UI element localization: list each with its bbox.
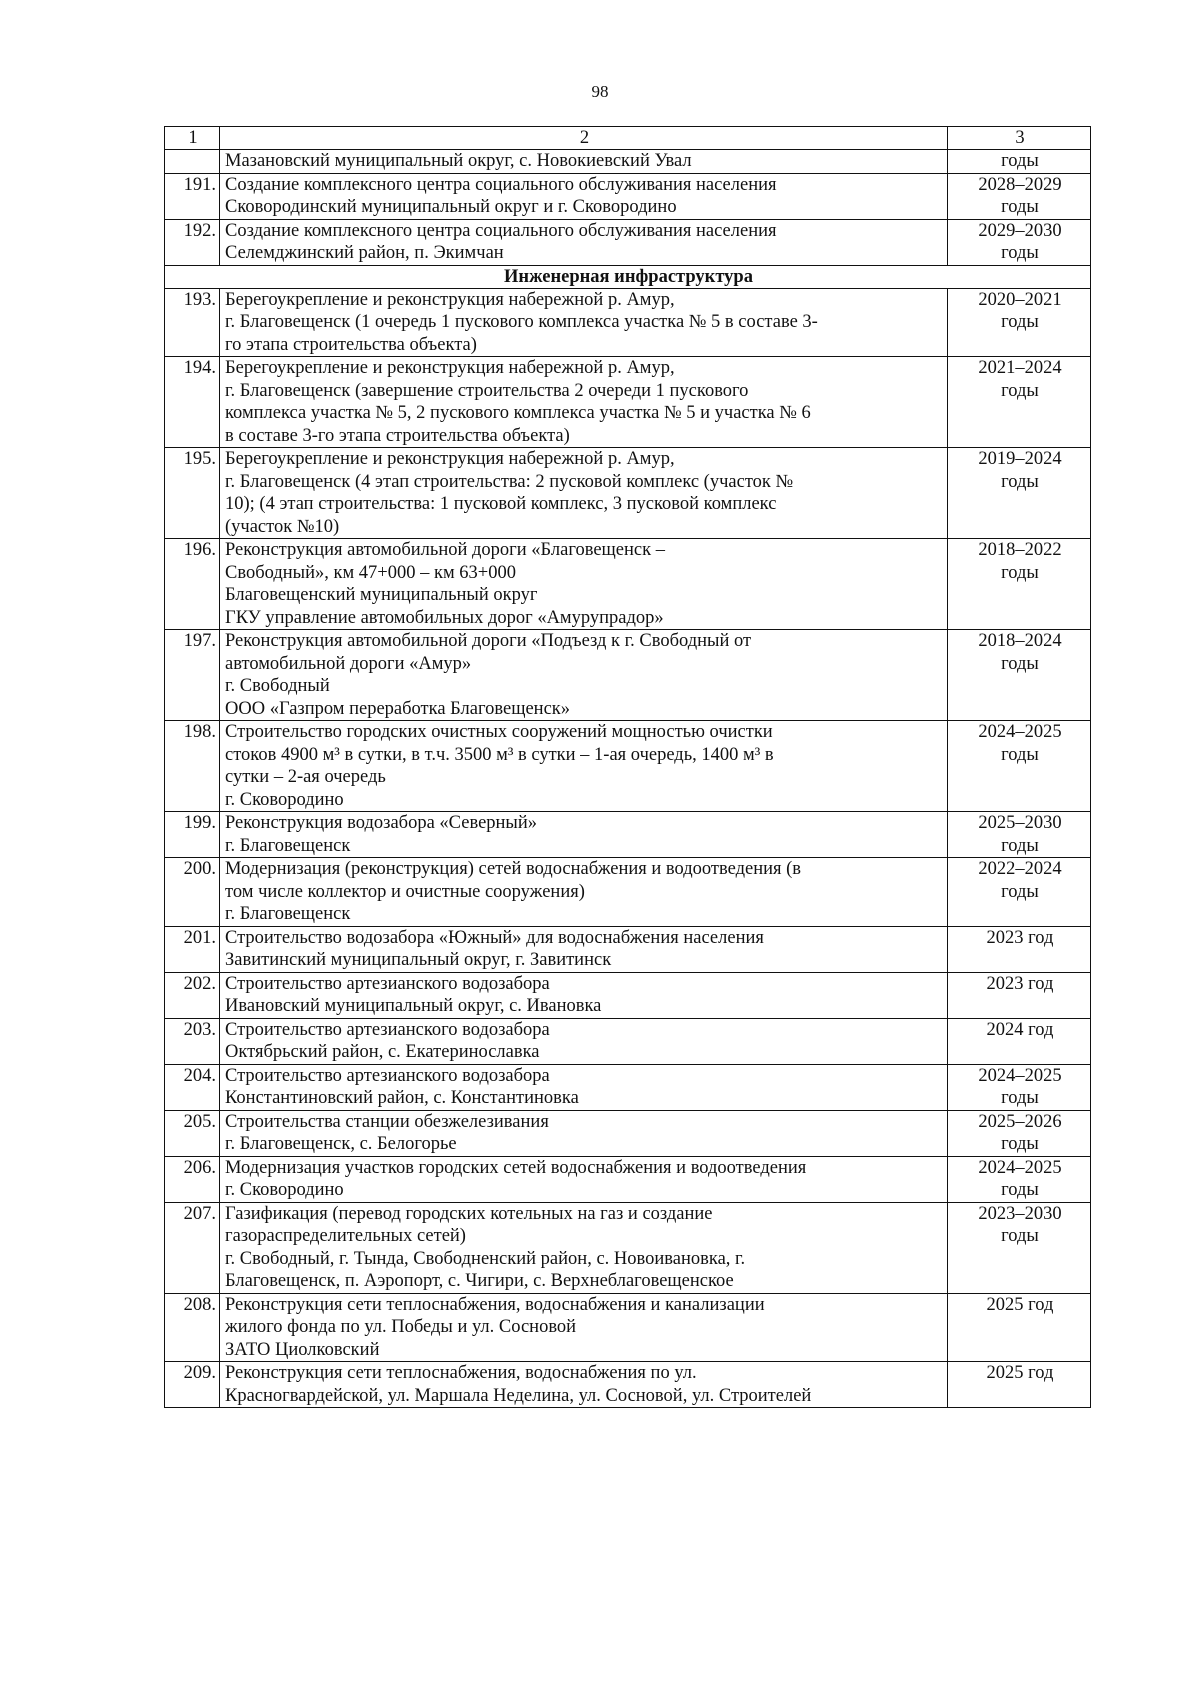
row-number: 203. [165,1018,220,1064]
period-line: годы [1001,1134,1039,1154]
row-period [948,972,1091,1018]
period-line: 2023 год [986,973,1054,994]
row-number: 191. [165,173,220,219]
row-period [948,812,1091,858]
description-line: Модернизация участков городских сетей водоснабжения и водоотведения [225,1157,807,1178]
row-number: 198. [165,721,220,812]
period-line: 2018–2022 [978,540,1062,560]
section-heading-row [165,265,1091,288]
period-line: 2023–2030 [978,1203,1062,1224]
table-header-row [165,127,1091,150]
description-line: Строительство артезианского водозабора [225,1065,550,1086]
period-line: годы [1001,312,1039,332]
description-line: Реконструкция автомобильной дороги «Благовещенск – [225,540,665,560]
row-description [220,288,948,357]
table-row [165,173,1091,219]
row-description [220,448,948,539]
row-description [220,1018,948,1064]
description-line: в составе 3-го этапа строительства объекта) [225,425,570,446]
table-row [165,539,1091,630]
description-line: Берегоукрепление и реконструкция набережной р. Амур, [225,289,675,310]
description-line: г. Благовещенск [225,904,351,924]
description-line: г. Благовещенск (1 очередь 1 пускового комплекса участка № 5 в составе 3- [225,312,818,332]
table-row [165,858,1091,927]
description-line: том числе коллектор и очистные сооружения) [225,881,585,902]
period-line: годы [1001,380,1039,401]
description-line: Создание комплексного центра социального обслуживания населения [225,220,777,241]
row-period [948,173,1091,219]
description-line: (участок №10) [225,516,340,537]
row-number: 209. [165,1362,220,1408]
row-description [220,219,948,265]
description-line: Октябрьский район, с. Екатеринославка [225,1042,540,1062]
description-line: г. Сковородино [225,789,344,810]
period-line: годы [1001,653,1039,674]
table-row [165,926,1091,972]
row-description [220,926,948,972]
period-line: 2025 год [986,1294,1054,1315]
description-line: Благовещенск, п. Аэропорт, с. Чигири, с. Верхнеблаговещенское [225,1271,734,1291]
row-period [948,1362,1091,1408]
description-line: ГКУ управление автомобильных дорог «Амурупрадор» [225,607,664,628]
table-row [165,721,1091,812]
table-body [165,127,1091,1408]
description-line: Благовещенский муниципальный округ [225,585,538,605]
table-row [165,1156,1091,1202]
description-line: Ивановский муниципальный округ, с. Ивановка [225,996,602,1016]
row-description [220,630,948,721]
row-number: 199. [165,812,220,858]
description-line: г. Благовещенск, с. Белогорье [225,1134,457,1154]
description-line: ООО «Газпром переработка Благовещенск» [225,698,571,719]
description-line: стоков 4900 м³ в сутки, в т.ч. 3500 м³ в сутки – 1-ая очередь, 1400 м³ в [225,744,774,765]
description-line: Константиновский район, с. Константиновка [225,1088,579,1108]
page-number: 98 [591,82,609,101]
header-cell-number: 1 [165,127,220,150]
period-line: 2020–2021 [978,289,1062,310]
period-line: годы [1001,1088,1039,1108]
table-row [165,357,1091,448]
description-line: комплекса участка № 5, 2 пускового комплекса участка № 5 и участка № 6 [225,403,811,423]
description-line: Свободный», км 47+000 – км 63+000 [225,562,516,583]
period-line: годы [1001,881,1039,902]
table-row [165,1110,1091,1156]
row-description [220,173,948,219]
description-line: Берегоукрепление и реконструкция набережной р. Амур, [225,449,675,469]
period-line: годы [1001,197,1039,217]
row-period [948,1156,1091,1202]
row-period [948,926,1091,972]
period-line: 2025–2030 [978,813,1062,833]
table-row [165,448,1091,539]
row-number: 201. [165,926,220,972]
period-line: годы [1001,1180,1039,1200]
description-line: Реконструкция сети теплоснабжения, водоснабжения и канализации [225,1294,765,1315]
row-period [948,721,1091,812]
period-line: 2023 год [986,927,1054,948]
row-description [220,972,948,1018]
continuation-period: годы [948,150,1091,174]
table-row [165,812,1091,858]
row-number: 194. [165,357,220,448]
row-description [220,858,948,927]
description-line: г. Свободный [225,676,330,696]
description-line: автомобильной дороги «Амур» [225,653,472,674]
period-line: 2024 год [986,1019,1054,1040]
continuation-row [165,150,1091,174]
row-period [948,219,1091,265]
period-line: 2024–2025 [978,1157,1062,1178]
row-period [948,630,1091,721]
description-line: Газификация (перевод городских котельных на газ и создание [225,1203,713,1224]
header-cell-period: 3 [948,127,1091,150]
row-period [948,1064,1091,1110]
row-description [220,539,948,630]
period-line: 2029–2030 [978,220,1062,241]
row-number: 207. [165,1202,220,1293]
row-period [948,858,1091,927]
period-line: 2024–2025 [978,1065,1062,1086]
continuation-description: Мазановский муниципальный округ, с. Новокиевский Увал [220,150,948,174]
row-description [220,812,948,858]
table-row [165,630,1091,721]
row-number: 206. [165,1156,220,1202]
period-line: 2024–2025 [978,722,1062,742]
row-number: 200. [165,858,220,927]
row-period [948,1202,1091,1293]
row-number: 195. [165,448,220,539]
projects-table [164,126,1091,1408]
description-line: Берегоукрепление и реконструкция набережной р. Амур, [225,358,675,378]
row-description [220,1064,948,1110]
row-period [948,448,1091,539]
period-line: годы [1001,1226,1039,1246]
row-period [948,1018,1091,1064]
row-number: 202. [165,972,220,1018]
row-description [220,357,948,448]
row-number: 205. [165,1110,220,1156]
description-line: Завитинский муниципальный округ, г. Завитинск [225,950,612,970]
description-line: Строительства станции обезжелезивания [225,1111,549,1132]
row-number: 208. [165,1293,220,1362]
table-row [165,1018,1091,1064]
table-row [165,972,1091,1018]
table-row [165,1202,1091,1293]
period-line: годы [1001,471,1039,492]
row-period [948,288,1091,357]
description-line: г. Благовещенск (завершение строительства 2 очереди 1 пускового [225,380,749,401]
description-line: Строительство артезианского водозабора [225,1019,550,1040]
description-line: Реконструкция водозабора «Северный» [225,813,538,833]
description-line: Модернизация (реконструкция) сетей водоснабжения и водоотведения (в [225,859,802,879]
period-line: 2021–2024 [978,358,1062,378]
period-line: 2019–2024 [978,449,1062,469]
row-number: 197. [165,630,220,721]
description-line: Создание комплексного центра социального обслуживания населения [225,174,777,195]
row-description [220,1110,948,1156]
row-number: 204. [165,1064,220,1110]
row-description [220,1293,948,1362]
description-line: г. Благовещенск [225,835,351,856]
row-period [948,1293,1091,1362]
row-number: 192. [165,219,220,265]
row-number: 196. [165,539,220,630]
description-line: жилого фонда по ул. Победы и ул. Сосновой [225,1317,577,1337]
description-line: 10); (4 этап строительства: 1 пусковой комплекс, 3 пусковой комплекс [225,494,777,514]
period-line: годы [1001,835,1039,856]
period-line: 2025 год [986,1363,1054,1383]
row-description [220,1362,948,1408]
description-line: Строительство городских очистных сооружений мощностью очистки [225,722,773,742]
description-line: г. Свободный, г. Тында, Свободненский район, с. Новоивановка, г. [225,1248,746,1269]
section-title: Инженерная инфраструктура [165,265,1091,288]
row-description [220,1202,948,1293]
table-row [165,288,1091,357]
period-line: годы [1001,744,1039,765]
description-line: го этапа строительства объекта) [225,334,477,355]
description-line: Красногвардейской, ул. Маршала Неделина, ул. Сосновой, ул. Строителей [225,1385,812,1406]
description-line: Селемджинский район, п. Экимчан [225,243,504,263]
table-row [165,219,1091,265]
description-line: г. Благовещенск (4 этап строительства: 2 пусковой комплекс (участок № [225,471,794,492]
row-period [948,357,1091,448]
period-line: годы [1001,243,1039,263]
description-line: Сковородинский муниципальный округ и г. Сковородино [225,197,677,217]
description-line: сутки – 2-ая очередь [225,767,386,787]
continuation-number-cell [165,150,220,174]
description-line: г. Сковородино [225,1180,344,1200]
description-line: Реконструкция сети теплоснабжения, водоснабжения по ул. [225,1363,697,1383]
row-description [220,721,948,812]
period-line: 2018–2024 [978,631,1062,651]
description-line: газораспределительных сетей) [225,1226,466,1246]
row-number: 193. [165,288,220,357]
row-period [948,1110,1091,1156]
description-line: Реконструкция автомобильной дороги «Подъезд к г. Свободный от [225,631,752,651]
description-line: Строительство водозабора «Южный» для водоснабжения населения [225,927,764,948]
table-row [165,1064,1091,1110]
period-line: 2028–2029 [978,174,1062,195]
header-cell-description: 2 [220,127,948,150]
period-line: годы [1001,562,1039,583]
description-line: Строительство артезианского водозабора [225,973,550,994]
period-line: 2025–2026 [978,1111,1062,1132]
description-line: ЗАТО Циолковский [225,1339,380,1360]
row-description [220,1156,948,1202]
table-row [165,1362,1091,1408]
period-line: 2022–2024 [978,859,1062,879]
row-period [948,539,1091,630]
table-row [165,1293,1091,1362]
